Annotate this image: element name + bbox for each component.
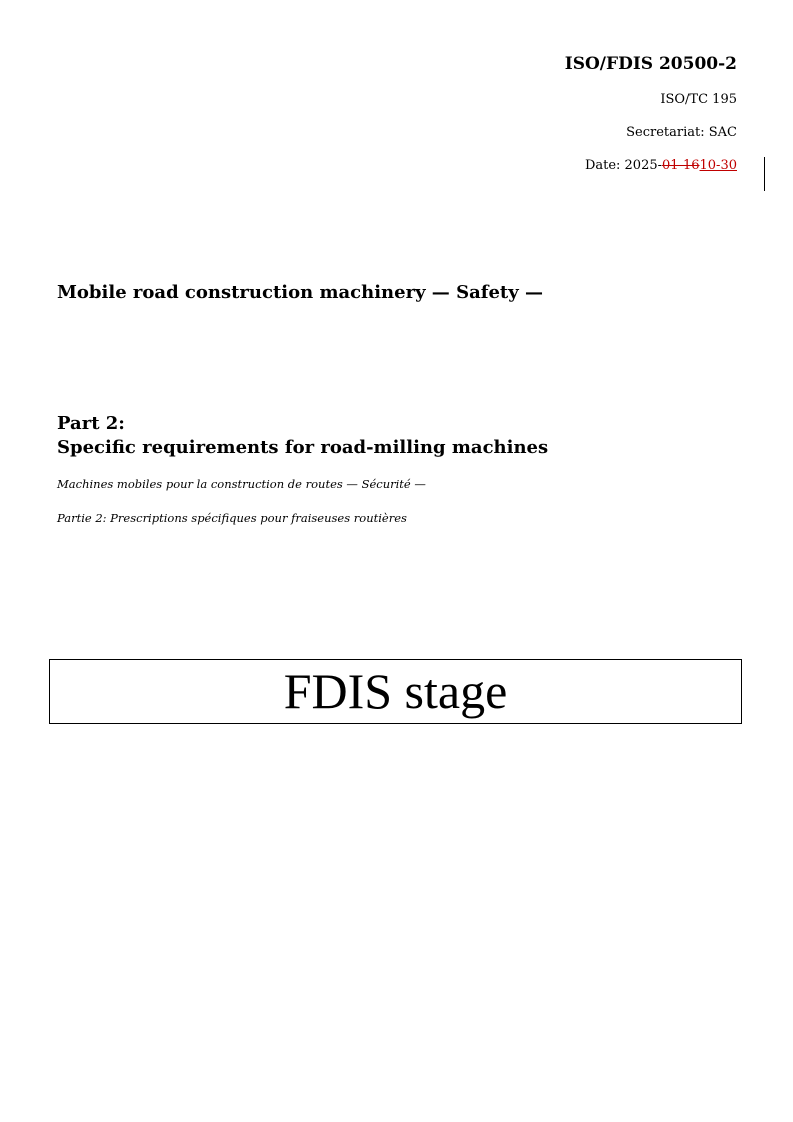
change-bar [764, 157, 765, 191]
part-title-block [57, 412, 548, 460]
part-title: Specific requirements for road-milling machines [57, 437, 549, 458]
date-inserted-revision: 10-30 [699, 158, 737, 173]
french-part-title: Partie 2: Prescriptions spécifiques pour fraiseuses routières [57, 511, 407, 525]
stage-label: FDIS stage [283, 663, 508, 719]
stage-box [49, 659, 742, 724]
document-number: ISO/FDIS 20500-2 [564, 54, 737, 74]
date-prefix: Date: 2025- [584, 158, 663, 173]
date-deleted-revision: 01-16 [662, 158, 700, 173]
main-title: Mobile road construction machinery — Safety — [57, 282, 543, 303]
french-main-title: Machines mobiles pour la construction de routes — Sécurité — [57, 477, 426, 491]
secretariat: Secretariat: SAC [626, 125, 737, 140]
technical-committee: ISO/TC 195 [660, 92, 737, 107]
part-number: Part 2: [57, 413, 125, 434]
document-date [585, 158, 737, 173]
